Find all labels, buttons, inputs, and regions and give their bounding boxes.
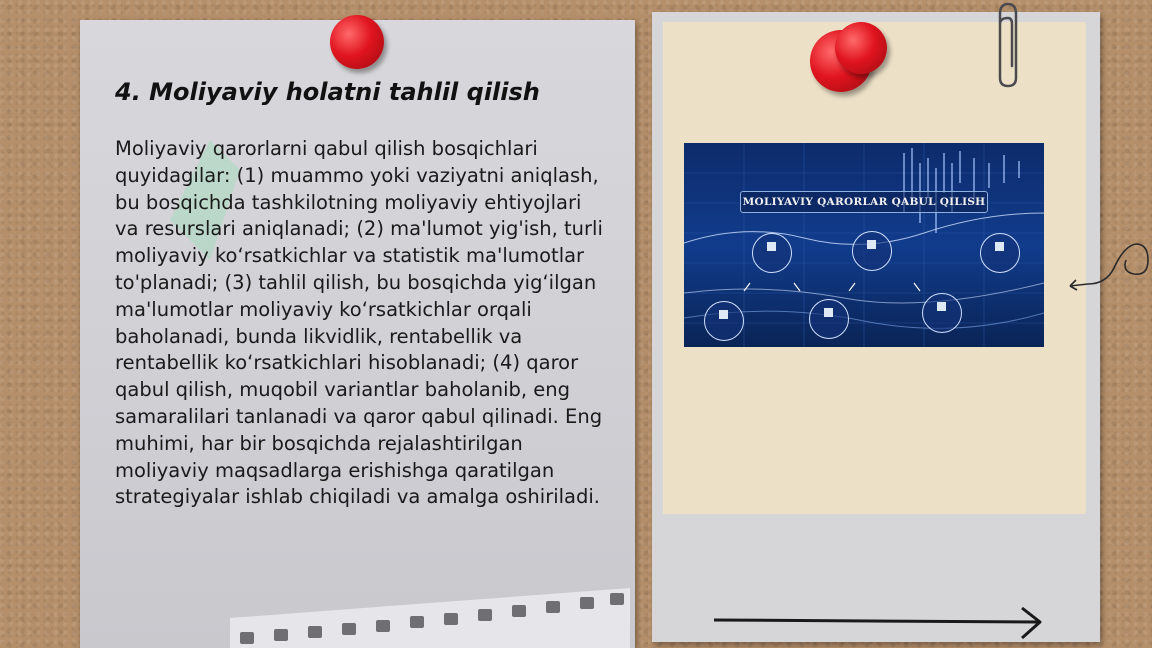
push-pin-icon [330, 15, 384, 69]
process-node [809, 299, 849, 339]
slide-title: 4. Moliyaviy holatni tahlil qilish [115, 78, 540, 106]
process-node [852, 231, 892, 271]
paper-clip-icon [992, 0, 1024, 90]
process-node [922, 293, 962, 333]
financial-decisions-image [684, 143, 1044, 347]
push-pin-icon [835, 22, 887, 74]
arrow-right-icon [712, 604, 1046, 644]
process-node [752, 233, 792, 273]
slide-body-text: Moliyaviy qarorlarni qabul qilish bosqichlari quyidagilar: (1) muammo yoki vaziyatni aniqlash, bu bosqichda tashkilotning moliyaviy ehtiyojlari va resurslari aniqlanadi; (2) ma'lumot yig'ish, turli moliyaviy ko‘rsatkichlar va statistik ma'lumotlar to'planadi; (3) tahlil qilish, bu bosqichda yig‘ilgan ma'lumotlar moliyaviy ko‘rsatkichlar orqali baholanadi, bunda likvidlik, rentabellik va rentabellik ko‘rsatkichlari hisoblanadi; (4) qaror qabul qilish, muqobil variantlar baholanib, eng samaralilari tanlanadi va qaror qabul qilinadi. Eng muhimi, har bir bosqichda rejalashtirilgan moliyaviy maqsadlarga erishishga qaratilgan strategiyalar ishlab chiqiladi va amalga oshiriladi. [115, 137, 603, 509]
torn-notebook-edge [230, 578, 630, 648]
process-node [980, 233, 1020, 273]
process-node [704, 301, 744, 341]
loop-arrow-icon [1066, 228, 1152, 298]
image-caption: MOLIYAVIY QARORLAR QABUL QILISH [740, 191, 988, 213]
